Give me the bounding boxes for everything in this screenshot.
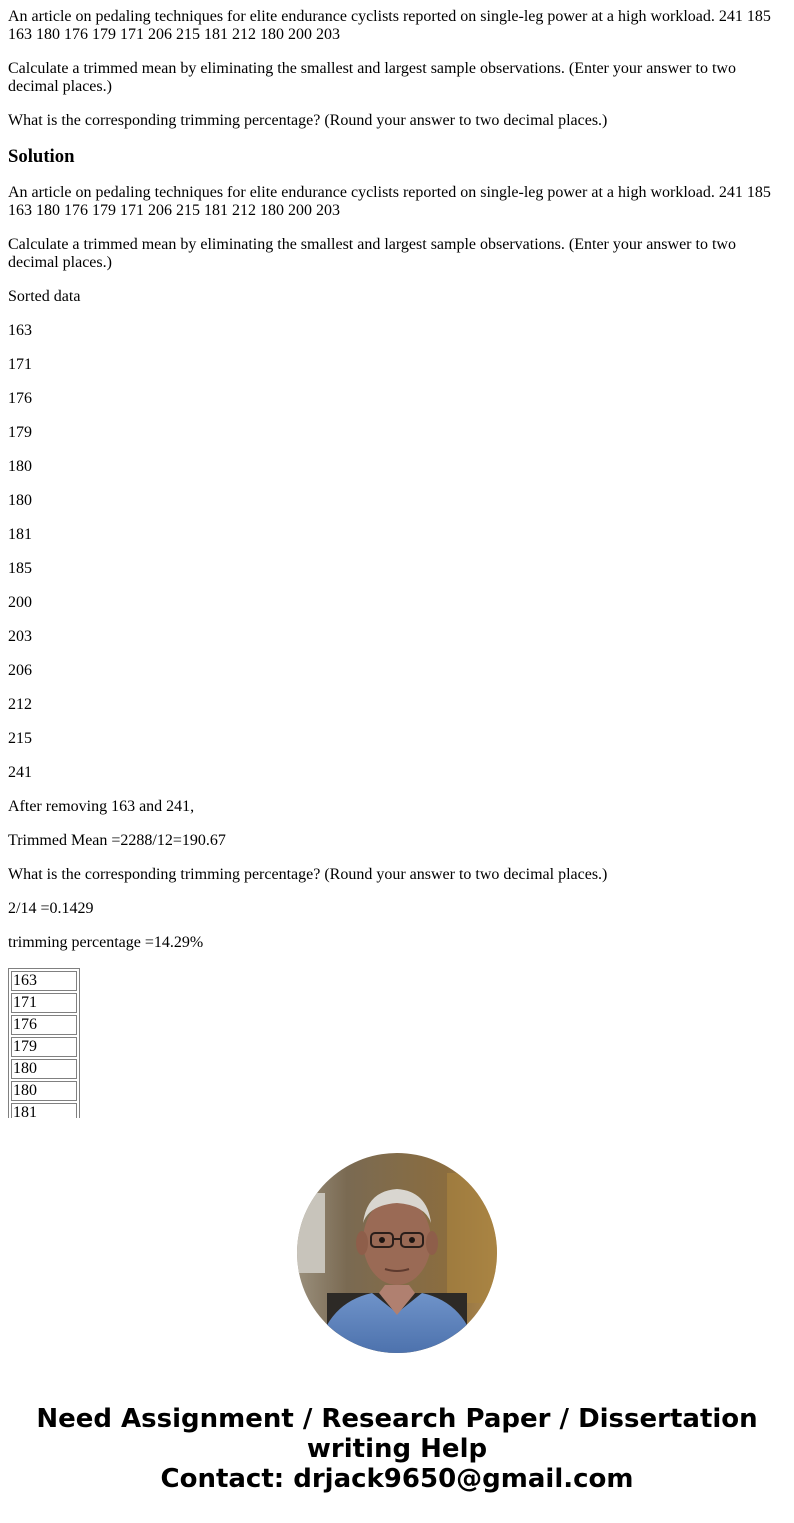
table-row: [11, 1103, 77, 1118]
sorted-value: 203: [8, 628, 32, 645]
sorted-data-table: [8, 968, 80, 1118]
table-row: [11, 993, 77, 1013]
avatar: [297, 1153, 497, 1353]
sorted-value: 215: [8, 730, 32, 747]
question-intro: An article on pedaling techniques for elite endurance cyclists reported on single-leg power at a high workload. 241 185 163 180 176 179 171 206 215 181 212 180 200 203: [8, 8, 771, 43]
sorted-table-container: [8, 968, 786, 1118]
avatar-portrait-image: [297, 1153, 497, 1353]
table-cell: 171: [11, 993, 77, 1013]
sorted-value: 185: [8, 560, 32, 577]
trimming-percentage: trimming percentage =14.29%: [8, 934, 204, 951]
solution-heading: Solution: [8, 146, 75, 167]
sorted-value: 200: [8, 594, 32, 611]
solution-part1: Calculate a trimmed mean by eliminating the smallest and largest sample observations. (Enter your answer to two decimal places.): [8, 236, 736, 271]
sorted-value: 181: [8, 526, 32, 543]
solution-part2: What is the corresponding trimming percentage? (Round your answer to two decimal places.): [8, 866, 608, 883]
sorted-value: 176: [8, 390, 32, 407]
table-row: [11, 1037, 77, 1057]
question-part2: What is the corresponding trimming percentage? (Round your answer to two decimal places.): [8, 112, 608, 129]
table-cell: 181: [11, 1103, 77, 1118]
trimming-ratio: 2/14 =0.1429: [8, 900, 94, 917]
table-row: [11, 1081, 77, 1101]
promo-line: Need Assignment / Research Paper / Dissertation: [36, 1404, 758, 1434]
sorted-value: 180: [8, 458, 32, 475]
sorted-value: 206: [8, 662, 32, 679]
sorted-value: 163: [8, 322, 32, 339]
sorted-value: 241: [8, 764, 32, 781]
table-cell: 180: [11, 1059, 77, 1079]
table-cell: 176: [11, 1015, 77, 1035]
table-row: [11, 1059, 77, 1079]
question-part1: Calculate a trimmed mean by eliminating the smallest and largest sample observations. (Enter your answer to two decimal places.): [8, 60, 736, 95]
promo-banner: [0, 1404, 794, 1494]
sorted-value: 179: [8, 424, 32, 441]
sorted-value: 180: [8, 492, 32, 509]
table-cell: 179: [11, 1037, 77, 1057]
promo-line: writing Help: [306, 1434, 488, 1464]
sorted-value: 171: [8, 356, 32, 373]
trimmed-mean: Trimmed Mean =2288/12=190.67: [8, 832, 226, 849]
table-cell: 180: [11, 1081, 77, 1101]
table-row: [11, 971, 77, 991]
removed-text: After removing 163 and 241,: [8, 798, 195, 815]
solution-intro: An article on pedaling techniques for elite endurance cyclists reported on single-leg power at a high workload. 241 185 163 180 176 179 171 206 215 181 212 180 200 203: [8, 184, 771, 219]
sorted-value: 212: [8, 696, 32, 713]
table-cell: 163: [11, 971, 77, 991]
sorted-data-label: Sorted data: [8, 288, 81, 305]
table-row: [11, 1015, 77, 1035]
promo-contact: Contact: drjack9650@gmail.com: [160, 1464, 634, 1494]
